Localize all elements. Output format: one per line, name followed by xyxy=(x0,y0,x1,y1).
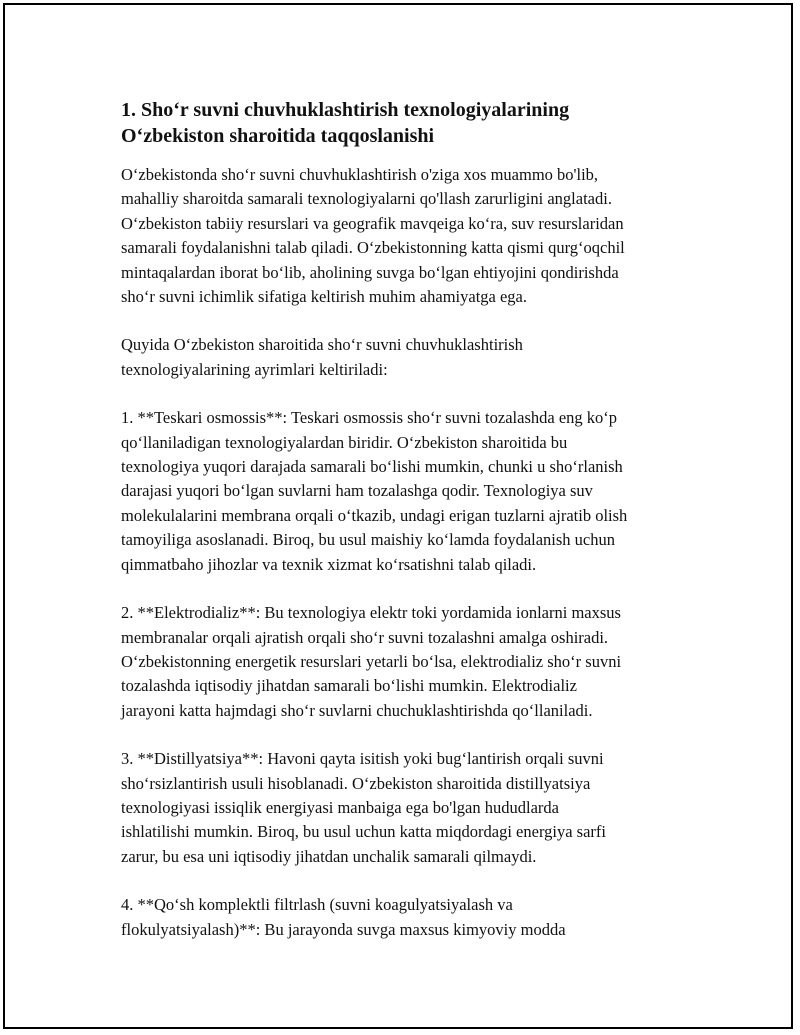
text-line: 4. **Qo‘sh komplektli filtrlash (suvni koagulyatsiyalash va xyxy=(121,895,513,915)
text-line: tozalashda iqtisodiy jihatdan samarali bo‘lishi mumkin. Elektrodializ xyxy=(121,676,577,696)
text-line: qo‘llaniladigan texnologiyalardan biridir. O‘zbekiston sharoitida bu xyxy=(121,432,568,452)
text-line: jarayoni katta hajmdagi sho‘r suvlarni chuchuklashtirishda qo‘llaniladi. xyxy=(121,700,593,720)
paragraph-reverse-osmosis xyxy=(121,406,701,577)
title-line: 1. Sho‘r suvni chuvhuklashtirish texnologiyalarining xyxy=(121,99,570,121)
text-line: texnologiyalarining ayrimlari keltiriladi: xyxy=(121,359,388,379)
text-line: darajasi yuqori bo‘lgan suvlarni ham tozalashga qodir. Texnologiya suv xyxy=(121,481,593,501)
text-line: mintaqalardan iborat bo‘lib, aholining suvga bo‘lgan ehtiyojini qondirishda xyxy=(121,262,619,282)
text-line: O‘zbekiston tabiiy resurslari va geografik mavqeiga ko‘ra, suv resurslaridan xyxy=(121,213,624,233)
text-line: sho‘rsizlantirish usuli hisoblanadi. O‘zbekiston sharoitida distillyatsiya xyxy=(121,773,591,793)
text-line: Quyida O‘zbekiston sharoitida sho‘r suvni chuvhuklashtirish xyxy=(121,335,523,355)
document-title xyxy=(121,97,701,149)
text-line: membranalar orqali ajratish orqali sho‘r suvni tozalashni amalga oshiradi. xyxy=(121,627,609,647)
paragraph-intro xyxy=(121,163,701,309)
text-line: ishlatilishi mumkin. Biroq, bu usul uchun katta miqdordagi energiya sarfi xyxy=(121,822,607,842)
text-line: tamoyiliga asoslanadi. Biroq, bu usul maishiy ko‘lamda foydalanish uchun xyxy=(121,530,616,550)
document-content xyxy=(121,97,701,966)
paragraph-filtration xyxy=(121,893,701,942)
text-line: texnologiya yuqori darajada samarali bo‘lishi mumkin, chunki u sho‘rlanish xyxy=(121,457,623,477)
text-line: 2. **Elektrodializ**: Bu texnologiya elektr toki yordamida ionlarni maxsus xyxy=(121,603,621,623)
text-line: 1. **Teskari osmossis**: Teskari osmossis sho‘r suvni tozalashda eng ko‘p xyxy=(121,408,618,428)
text-line: flokulyatsiyalash)**: Bu jarayonda suvga maxsus kimyoviy modda xyxy=(121,919,566,939)
text-line: samarali foydalanishni talab qiladi. O‘zbekistonning katta qismi qurg‘oqchil xyxy=(121,238,625,258)
text-line: sho‘r suvni ichimlik sifatiga keltirish muhim ahamiyatga ega. xyxy=(121,287,527,307)
text-line: qimmatbaho jihozlar va texnik xizmat ko‘rsatishni talab qiladi. xyxy=(121,554,537,574)
title-line: O‘zbekiston sharoitida taqqoslanishi xyxy=(121,125,435,147)
document-page xyxy=(3,3,793,1029)
text-line: 3. **Distillyatsiya**: Havoni qayta isitish yoki bug‘lantirish orqali suvni xyxy=(121,749,604,769)
text-line: texnologiyasi issiqlik energiyasi manbaiga ega bo'lgan hududlarda xyxy=(121,797,559,817)
paragraph-distillation xyxy=(121,747,701,869)
text-line: O‘zbekistonning energetik resurslari yetarli bo‘lsa, elektrodializ sho‘r suvni xyxy=(121,651,622,671)
text-line: O‘zbekistonda sho‘r suvni chuvhuklashtirish o'ziga xos muammo bo'lib, xyxy=(121,165,599,184)
paragraph-electrodialysis xyxy=(121,601,701,723)
paragraph-list-intro xyxy=(121,333,701,382)
text-line: molekulalarini membrana orqali o‘tkazib, undagi erigan tuzlarni ajratib olish xyxy=(121,505,628,525)
text-line: zarur, bu esa uni iqtisodiy jihatdan unchalik samarali qilmaydi. xyxy=(121,846,537,866)
text-line: mahalliy sharoitda samarali texnologiyalarni qo'llash zarurligini anglatadi. xyxy=(121,189,612,209)
